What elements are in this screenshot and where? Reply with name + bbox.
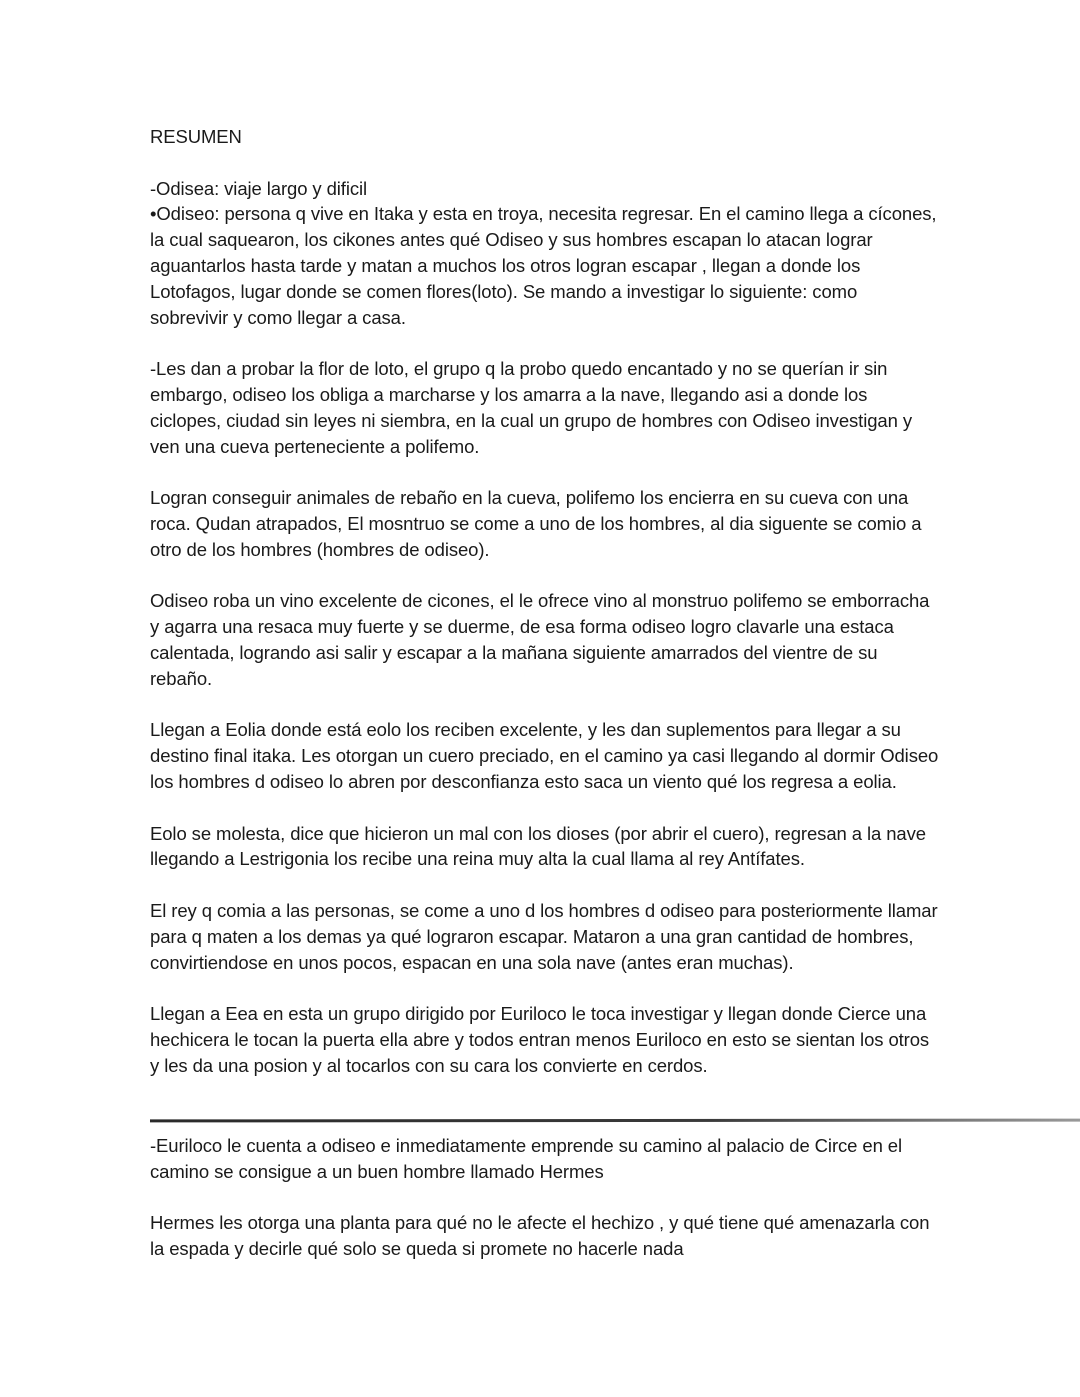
document-title: RESUMEN bbox=[150, 126, 242, 147]
paragraph-lotofagos: -Les dan a probar la flor de loto, el grupo q la probo quedo encantado y no se querían ir sin embargo, odiseo los obliga a marcharse y los amarra a la nave, llegando asi a donde los ciclopes, ciudad sin leyes ni siembra, en la cual un grupo de hombres con Odiseo investigan y ven una cueva perteneciente a polifemo. bbox=[150, 358, 912, 457]
page-break-line bbox=[150, 1119, 1080, 1123]
paragraph-euriloco-hermes: -Euriloco le cuenta a odiseo e inmediatamente emprende su camino al palacio de Circe en el camino se consigue a un buen hombre llamado Hermes bbox=[150, 1135, 902, 1182]
paragraph-odisea-intro: -Odisea: viaje largo y dificil •Odiseo: persona q vive en Itaka y esta en troya, necesita regresar. En el camino llega a cícones, la cual saquearon, los cikones antes qué Odiseo y sus hombres escapan lo atacan lograr aguantarlos hasta tarde y matan a muchos los otros logran escapar , llegan a donde los Lotofagos, lugar donde se comen flores(loto). Se mando a investigar lo siguiente: como sobrevivir y como llegar a casa. bbox=[150, 177, 937, 328]
paragraph-lestrigonia: Eolo se molesta, dice que hicieron un mal con los dioses (por abrir el cuero), regresan a la nave llegando a Lestrigonia los recibe una reina muy alta la cual llama al rey Antífates. bbox=[150, 822, 926, 870]
paragraph-eea-circe: Llegan a Eea en esta un grupo dirigido por Euriloco le toca investigar y llegan donde Cierce una hechicera le tocan la puerta ella abre y todos entran menos Euriloco en esto se sientan los otros y les da una posion y al tocarlos con su cara los convierte en cerdos. bbox=[150, 1003, 930, 1076]
paragraph-polifemo-cueva: Logran conseguir animales de rebaño en la cueva, polifemo los encierra en su cueva con una roca. Qudan atrapados, El mosntruo se come a uno de los hombres, al dia siguente se comio a otro de los hombres (hombres de odiseo). bbox=[150, 487, 922, 560]
paragraph-rey-antifates: El rey q comia a las personas, se come a uno d los hombres d odiseo para posteriormente llamar para q maten a los demas ya qué lograron escapar. Mataron a una gran cantidad de hombres, convirtiendose en unos pocos, espacan en una sola nave (antes eran muchas). bbox=[150, 899, 938, 973]
document-body bbox=[150, 124, 940, 1078]
paragraph-hermes-planta: Hermes les otorga una planta para qué no le afecte el hechizo , y qué tiene qué amenazarla con la espada y decirle qué solo se queda si promete no hacerle nada bbox=[150, 1212, 930, 1260]
paragraph-vino-estaca: Odiseo roba un vino excelente de cicones, el le ofrece vino al monstruo polifemo se emborracha y agarra una resaca muy fuerte y se duerme, de esa forma odiseo logro clavarle una estaca calentada, logrando asi salir y escapar a la mañana siguiente amarrados del vientre de su rebaño. bbox=[150, 590, 930, 689]
document-body-continued bbox=[150, 1133, 940, 1262]
paragraph-eolia: Llegan a Eolia donde está eolo los reciben excelente, y les dan suplementos para llegar a su destino final itaka. Les otorgan un cuero preciado, en el camino ya casi llegando al dormir Odiseo los hombres d odiseo lo abren por desconfianza esto saca un viento qué los regresa a eolia. bbox=[150, 719, 939, 792]
